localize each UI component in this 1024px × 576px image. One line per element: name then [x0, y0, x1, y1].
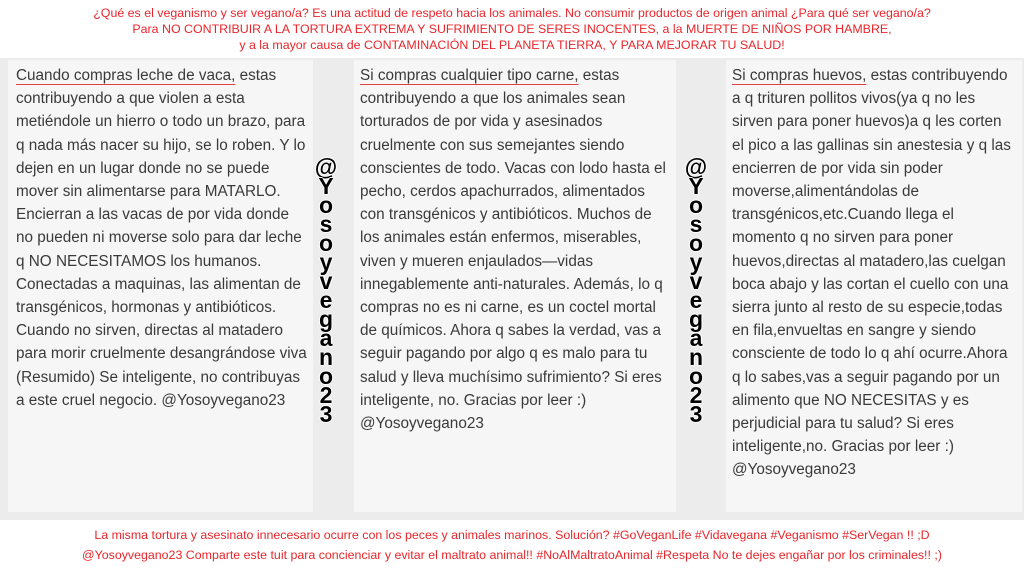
banner-line-3: y a la mayor causa de CONTAMINACIÓN DEL PLANETA TIERRA, Y PARA MEJORAR TU SALUD! — [239, 38, 785, 52]
milk-panel — [8, 60, 313, 512]
top-banner — [0, 0, 1024, 58]
watermark-left: @ Y o s o y v e g a n o 2 3 — [314, 154, 338, 427]
footer-line-1: La misma tortura y asesinato innecesario ocurre con los peces y animales marinos. Solución? #GoVeganLife #Vidavegana #Veganismo #SerVegan !! ;D — [94, 528, 930, 542]
bottom-footer — [0, 520, 1024, 576]
meat-panel — [354, 60, 676, 512]
banner-line-1: ¿Qué es el veganismo y ser vegano/a? Es una actitud de respeto hacia los animales. No consumir productos de origen animal ¿Para qué ser vegano/a? — [93, 6, 931, 20]
meat-panel-lead: Si compras cualquier tipo carne, — [360, 67, 579, 84]
meat-panel-body: estas contribuyendo a que los animales sean torturados de por vida y asesinados cruelmente con sus semejantes siendo conscientes de todo. Vacas con lodo hasta el pecho, cerdos apachurrados, alimentados con transgénicos y antibióticos. Muchos de los animales están enfermos, miserables, viven y mueren enjaulados—vidas innegablemente anti-naturales. Además, lo q compras no es ni carne, es un coctel mortal de químicos. Ahora q sabes la verdad, vas a seguir pagando por algo q es malo para tu salud y lleva muchísimo sufrimiento? Si eres inteligente, no. Gracias por leer :) @Yosoyvegano23 — [360, 67, 666, 433]
banner-line-2: Para NO CONTRIBUIR A LA TORTURA EXTREMA Y SUFRIMIENTO DE SERES INOCENTES, a la MUERTE DE NIÑOS POR HAMBRE, — [132, 22, 892, 36]
milk-panel-lead: Cuando compras leche de vaca, — [16, 67, 236, 84]
eggs-panel — [726, 60, 1022, 512]
footer-line-2: @Yosoyvegano23 Comparte este tuit para concienciar y evitar el maltrato animal!! #NoAlMaltratoAnimal #Respeta No te dejes engañar por los criminales!! ;) — [82, 548, 942, 562]
watermark-right: @ Y o s o y v e g a n o 2 3 — [684, 154, 708, 427]
eggs-panel-lead: Si compras huevos, — [732, 67, 867, 84]
eggs-panel-body: estas contribuyendo a q trituren pollitos vivos(ya q no les sirven para poner huevos)a q les corten el pico a las gallinas sin anestesia y q las encierren de por vida sin poder moverse,alimentándolas de transgénicos,etc.Cuando llega el momento q no sirven para poner huevos,directas al matadero,las cuelgan boca abajo y las cortan el cuello con una sierra junto al resto de su especie,todas en fila,envueltas en sangre y siendo consciente de todo lo q ahí ocurre.Ahora q lo sabes,vas a seguir pagando por un alimento que NO NECESITAS y es perjudicial para tu salud? Si eres inteligente,no. Gracias por leer :) @Yosoyvegano23 — [732, 67, 1011, 479]
milk-panel-body: estas contribuyendo a que violen a esta metiéndole un hierro o todo un brazo, para q nada más nacer su hijo, se lo roben. Y lo dejen en un lugar donde no se puede mover sin alimentarse para MATARLO. Encierran a las vacas de por vida donde no pueden ni moverse solo para dar leche q NO NECESITAMOS los humanos. Conectadas a maquinas, las alimentan de transgénicos, hormonas y antibióticos. Cuando no sirven, directas al matadero para morir cruelmente desangrándose viva (Resumido) Se inteligente, no contribuyas a este cruel negocio. @Yosoyvegano23 — [16, 67, 307, 409]
